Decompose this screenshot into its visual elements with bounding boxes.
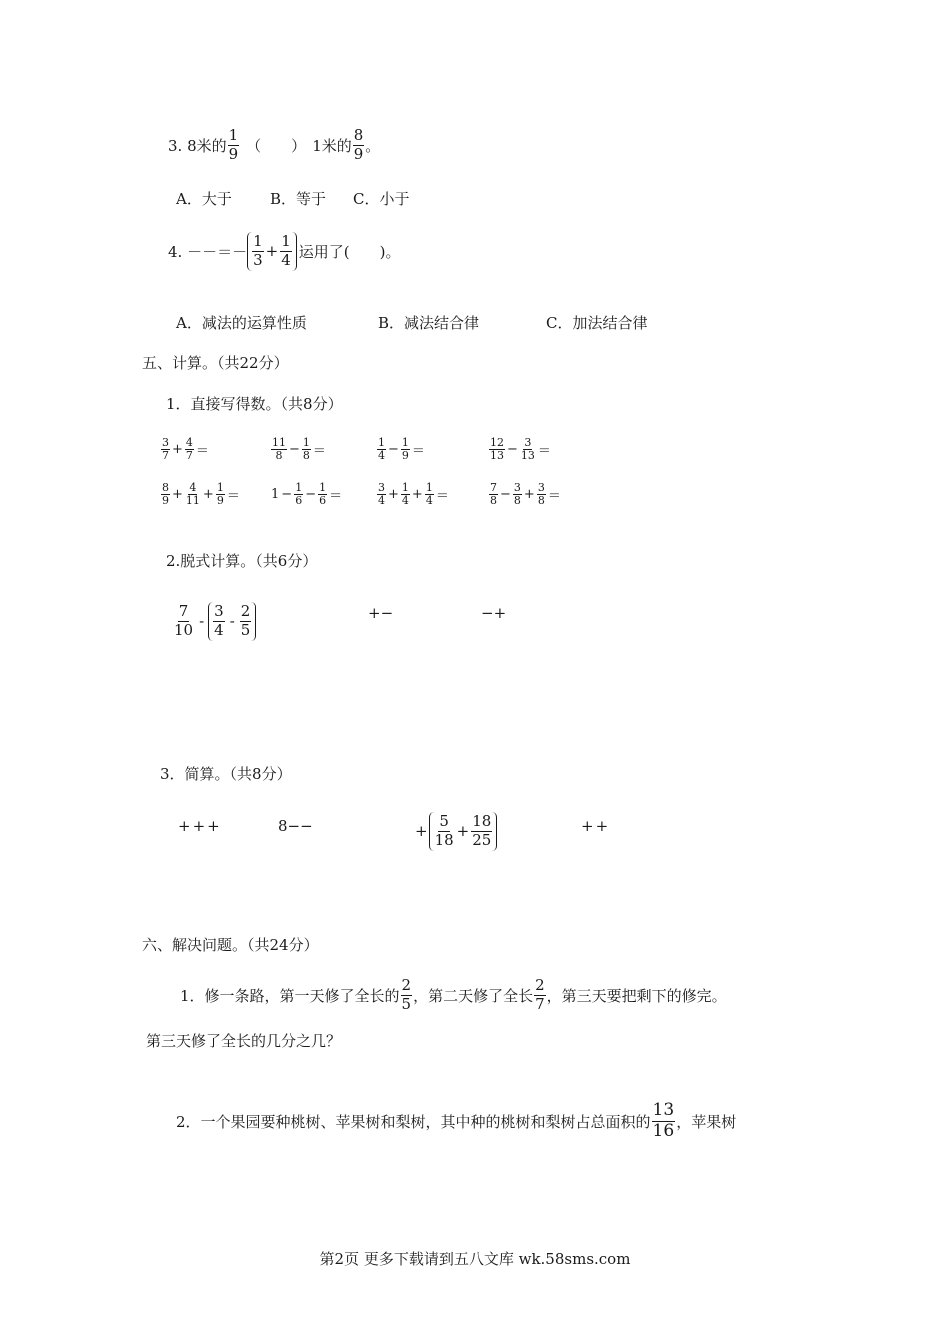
equals-sign: ＝ [537, 443, 551, 459]
fraction: $\frac{4}{7}$ [185, 436, 193, 462]
oral-calc-row1-item-4 [488, 437, 552, 461]
p2-minus-2: - [229, 612, 235, 631]
q3-mid: 1米的 [312, 136, 352, 155]
p3-expression-2: 8−− [278, 817, 313, 835]
s6-q2-fraction: $\frac{13}{16}$ [652, 1100, 675, 1141]
section-6-title: 六、解决问题。（共24分） [142, 936, 319, 954]
fraction: $\frac{3}{8}$ [513, 481, 521, 507]
fraction: $\frac{1}{6}$ [319, 481, 327, 507]
equals-sign: ＝ [435, 488, 449, 504]
fraction: $\frac{3}{7}$ [162, 436, 169, 462]
fraction: $\frac{12}{13}$ [490, 436, 504, 462]
oral-calc-row1-item-3 [376, 437, 426, 461]
p2-fraction-1: $\frac{3}{4}$ [214, 602, 224, 639]
oral-calc-row2-item-2 [270, 482, 343, 506]
oral-calc-row2-item-3 [376, 482, 450, 506]
equals-sign: ＝ [329, 488, 343, 504]
section-5-part-1-title: 1．直接写得数。（共8分） [166, 395, 343, 413]
fraction: $\frac{3}{4}$ [378, 481, 385, 507]
equals-sign: ＝ [226, 488, 240, 504]
equals-sign: ＝ [312, 443, 326, 459]
oral-calc-row2-item-1 [160, 482, 241, 506]
section-5-part-3-title: 3．简算。（共8分） [160, 765, 292, 783]
s6-question-1 [180, 978, 727, 1013]
operator: − [305, 486, 317, 502]
q4-suffix: 运用了( )。 [298, 242, 401, 261]
s6-question-2 [176, 1102, 736, 1141]
p3-fraction-1: $\frac{5}{18}$ [434, 812, 454, 849]
p3-plus: + [456, 822, 470, 841]
p2-expression-1 [172, 602, 256, 641]
q3-fraction-1: $\frac{1}{9}$ [228, 126, 239, 163]
q4-parenthesis [247, 232, 297, 271]
q4-option-b: B．减法结合律 [378, 314, 480, 332]
fraction: $\frac{1}{8}$ [302, 436, 310, 462]
q3-blank: （ ） [246, 136, 307, 155]
p2-minus: - [199, 612, 205, 631]
p3-lead-plus: + [415, 822, 428, 841]
fraction: $\frac{4}{11}$ [185, 481, 200, 507]
p2-fraction-0: $\frac{7}{10}$ [174, 602, 194, 639]
q4-prefix: 4. －－＝－ [168, 242, 248, 261]
s6-q1-text-b: ，第二天修了全长 [413, 986, 534, 1005]
s6-q1-fraction-1: $\frac{2}{5}$ [401, 976, 412, 1013]
p2-expression-3: −+ [481, 604, 507, 622]
fraction: $\frac{3}{13}$ [520, 436, 535, 462]
oral-calc-row1-item-1 [160, 437, 210, 461]
operator: + [172, 486, 183, 502]
q4-fraction-1: $\frac{1}{3}$ [253, 232, 263, 269]
q4-option-c: C．加法结合律 [546, 314, 648, 332]
equals-sign: ＝ [547, 488, 561, 504]
operator: + [411, 486, 423, 502]
section-5-title: 五、计算。（共22分） [142, 354, 289, 372]
s6-q2-text-b: ，苹果树 [676, 1112, 737, 1131]
operator: + [172, 441, 183, 457]
operator: − [500, 486, 511, 502]
s6-q1-text-c: ，第三天要把剩下的修完。 [546, 986, 727, 1005]
fraction: $\frac{11}{8}$ [272, 436, 286, 462]
q4-option-a: A．减法的运算性质 [176, 314, 307, 332]
q3-option-c: C．小于 [353, 190, 410, 208]
p3-expression-4: ++ [581, 817, 611, 835]
fraction: $\frac{8}{9}$ [162, 481, 169, 507]
fraction: $\frac{1}{4}$ [425, 481, 433, 507]
oral-calc-row-2 [160, 482, 620, 518]
fraction: $\frac{1}{9}$ [401, 436, 409, 462]
q3-option-b: B．等于 [270, 190, 327, 208]
operator: − [281, 486, 293, 502]
operator: + [523, 486, 535, 502]
section-5-part-2-title: 2.脱式计算。（共6分） [166, 552, 318, 570]
q4-plus: + [265, 242, 279, 261]
q3-fraction-2: $\frac{8}{9}$ [353, 126, 364, 163]
oral-calc-row-1 [160, 437, 620, 473]
fraction: $\frac{7}{8}$ [490, 481, 497, 507]
q3-end: 。 [365, 136, 381, 155]
p3-expression-3 [414, 812, 497, 851]
operator: 1 [271, 486, 280, 502]
operator: + [202, 486, 214, 502]
s6-q1-text-a: 1．修一条路，第一天修了全长的 [180, 986, 400, 1005]
p3-parenthesis [429, 812, 498, 851]
operator: − [388, 441, 399, 457]
s6-q1-line-2: 第三天修了全长的几分之几？ [146, 1032, 342, 1050]
equals-sign: ＝ [411, 443, 425, 459]
q3-prefix: 3. 8米的 [168, 136, 227, 155]
oral-calc-row2-item-4 [488, 482, 562, 506]
p3-fraction-2: $\frac{18}{25}$ [472, 812, 492, 849]
q4-fraction-2: $\frac{1}{4}$ [281, 232, 291, 269]
q3-option-a: A．大于 [176, 190, 232, 208]
operator: + [388, 486, 399, 502]
fraction: $\frac{1}{6}$ [295, 481, 303, 507]
p2-expression-2: +− [368, 604, 394, 622]
fraction: $\frac{1}{4}$ [378, 436, 385, 462]
equals-sign: ＝ [195, 443, 209, 459]
operator: − [289, 441, 300, 457]
oral-calc-row1-item-2 [270, 437, 327, 461]
s6-q1-fraction-2: $\frac{2}{7}$ [535, 976, 545, 1013]
question-4 [168, 232, 400, 271]
p2-fraction-2: $\frac{2}{5}$ [240, 602, 251, 639]
question-3 [168, 128, 380, 163]
s6-q2-text-a: 2．一个果园要种桃树、苹果树和梨树，其中种的桃树和梨树占总面积的 [176, 1112, 651, 1131]
fraction: $\frac{1}{4}$ [401, 481, 409, 507]
fraction: $\frac{3}{8}$ [537, 481, 545, 507]
p3-expression-1: +++ [178, 817, 222, 835]
page-footer: 第2页 更多下载请到五八文库 wk.58sms.com [319, 1250, 631, 1268]
p2-parenthesis [208, 602, 256, 641]
fraction: $\frac{1}{9}$ [216, 481, 224, 507]
operator: − [507, 441, 518, 457]
